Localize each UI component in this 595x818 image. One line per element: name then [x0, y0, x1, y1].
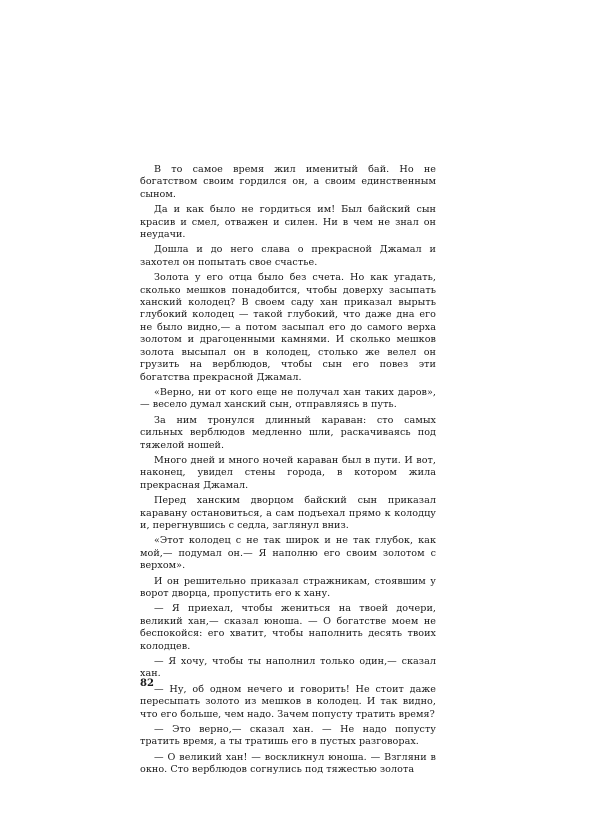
page-number: 82 [140, 678, 154, 689]
paragraph: И он решительно приказал стражникам, стоявшим у ворот дворца, пропустить его к хану. [140, 575, 436, 599]
paragraph: «Верно, ни от кого еще не получал хан таких даров»,— весело думал ханский сын, отправляясь в путь. [140, 386, 436, 411]
paragraph: Много дней и много ночей караван был в пути. И вот, наконец, увидел стены города, в котором жила прекрасная Джамал. [140, 454, 436, 491]
paragraph: Перед ханским дворцом байский сын приказал каравану остановиться, а сам подъехал прямо к колодцу и, перегнувшись с седла, заглянул вниз. [140, 495, 436, 531]
paragraph: В то самое время жил именитый бай. Но не богатством своим гордился он, а своим единственным сыном. [140, 164, 436, 200]
paragraph: Дошла и до него слава о прекрасной Джамал и захотел он попытать свое счастье. [140, 244, 436, 268]
paragraph: За ним тронулся длинный караван: сто самых сильных верблюдов медленно шли, раскачиваясь под тяжелой ношей. [140, 414, 436, 451]
paragraph: — Я хочу, чтобы ты наполнил только один,— сказал хан. [140, 656, 436, 680]
paragraph: «Этот колодец с не так широк и не так глубок, как мой,— подумал он.— Я наполню его своим золотом с верхом». [140, 535, 436, 572]
paragraph: — Ну, об одном нечего и говорить! Не стоит даже пересыпать золото из мешков в колодец. И так видно, что его больше, чем надо. Зачем попусту тратить время? [140, 683, 436, 720]
paragraph: — Я приехал, чтобы жениться на твоей дочери, великий хан,— сказал юноша. — О богатстве моем не беспокойся: его хватит, чтобы наполнить десять твоих колодцев. [140, 603, 436, 652]
paragraph: — О великий хан! — воскликнул юноша. — Взгляни в окно. Сто верблюдов согнулись под тяжестью золота [140, 751, 436, 776]
paragraph: Золота у его отца было без счета. Но как угадать, сколько мешков понадобится, чтобы доверху засыпать ханский колодец? В своем саду хан приказал вырыть глубокий колодец — такой глубокий, что даже дна его не было видно,— а потом засыпал его до самого верха золотом и драгоценными камнями. И сколько мешков золота высыпал он в колодец, столько же велел он грузить на верблюдов, чтобы сын его повез эти богатства прекрасной Джамал. [140, 272, 436, 383]
paragraph: Да и как было не гордиться им! Был байский сын красив и смел, отважен и силен. Ни в чем не знал он неудачи. [140, 204, 436, 241]
paragraph: — Это верно,— сказал хан. — Не надо попусту тратить время, а ты тратишь его в пустых разговорах. [140, 724, 436, 748]
page-text-block [140, 164, 436, 780]
